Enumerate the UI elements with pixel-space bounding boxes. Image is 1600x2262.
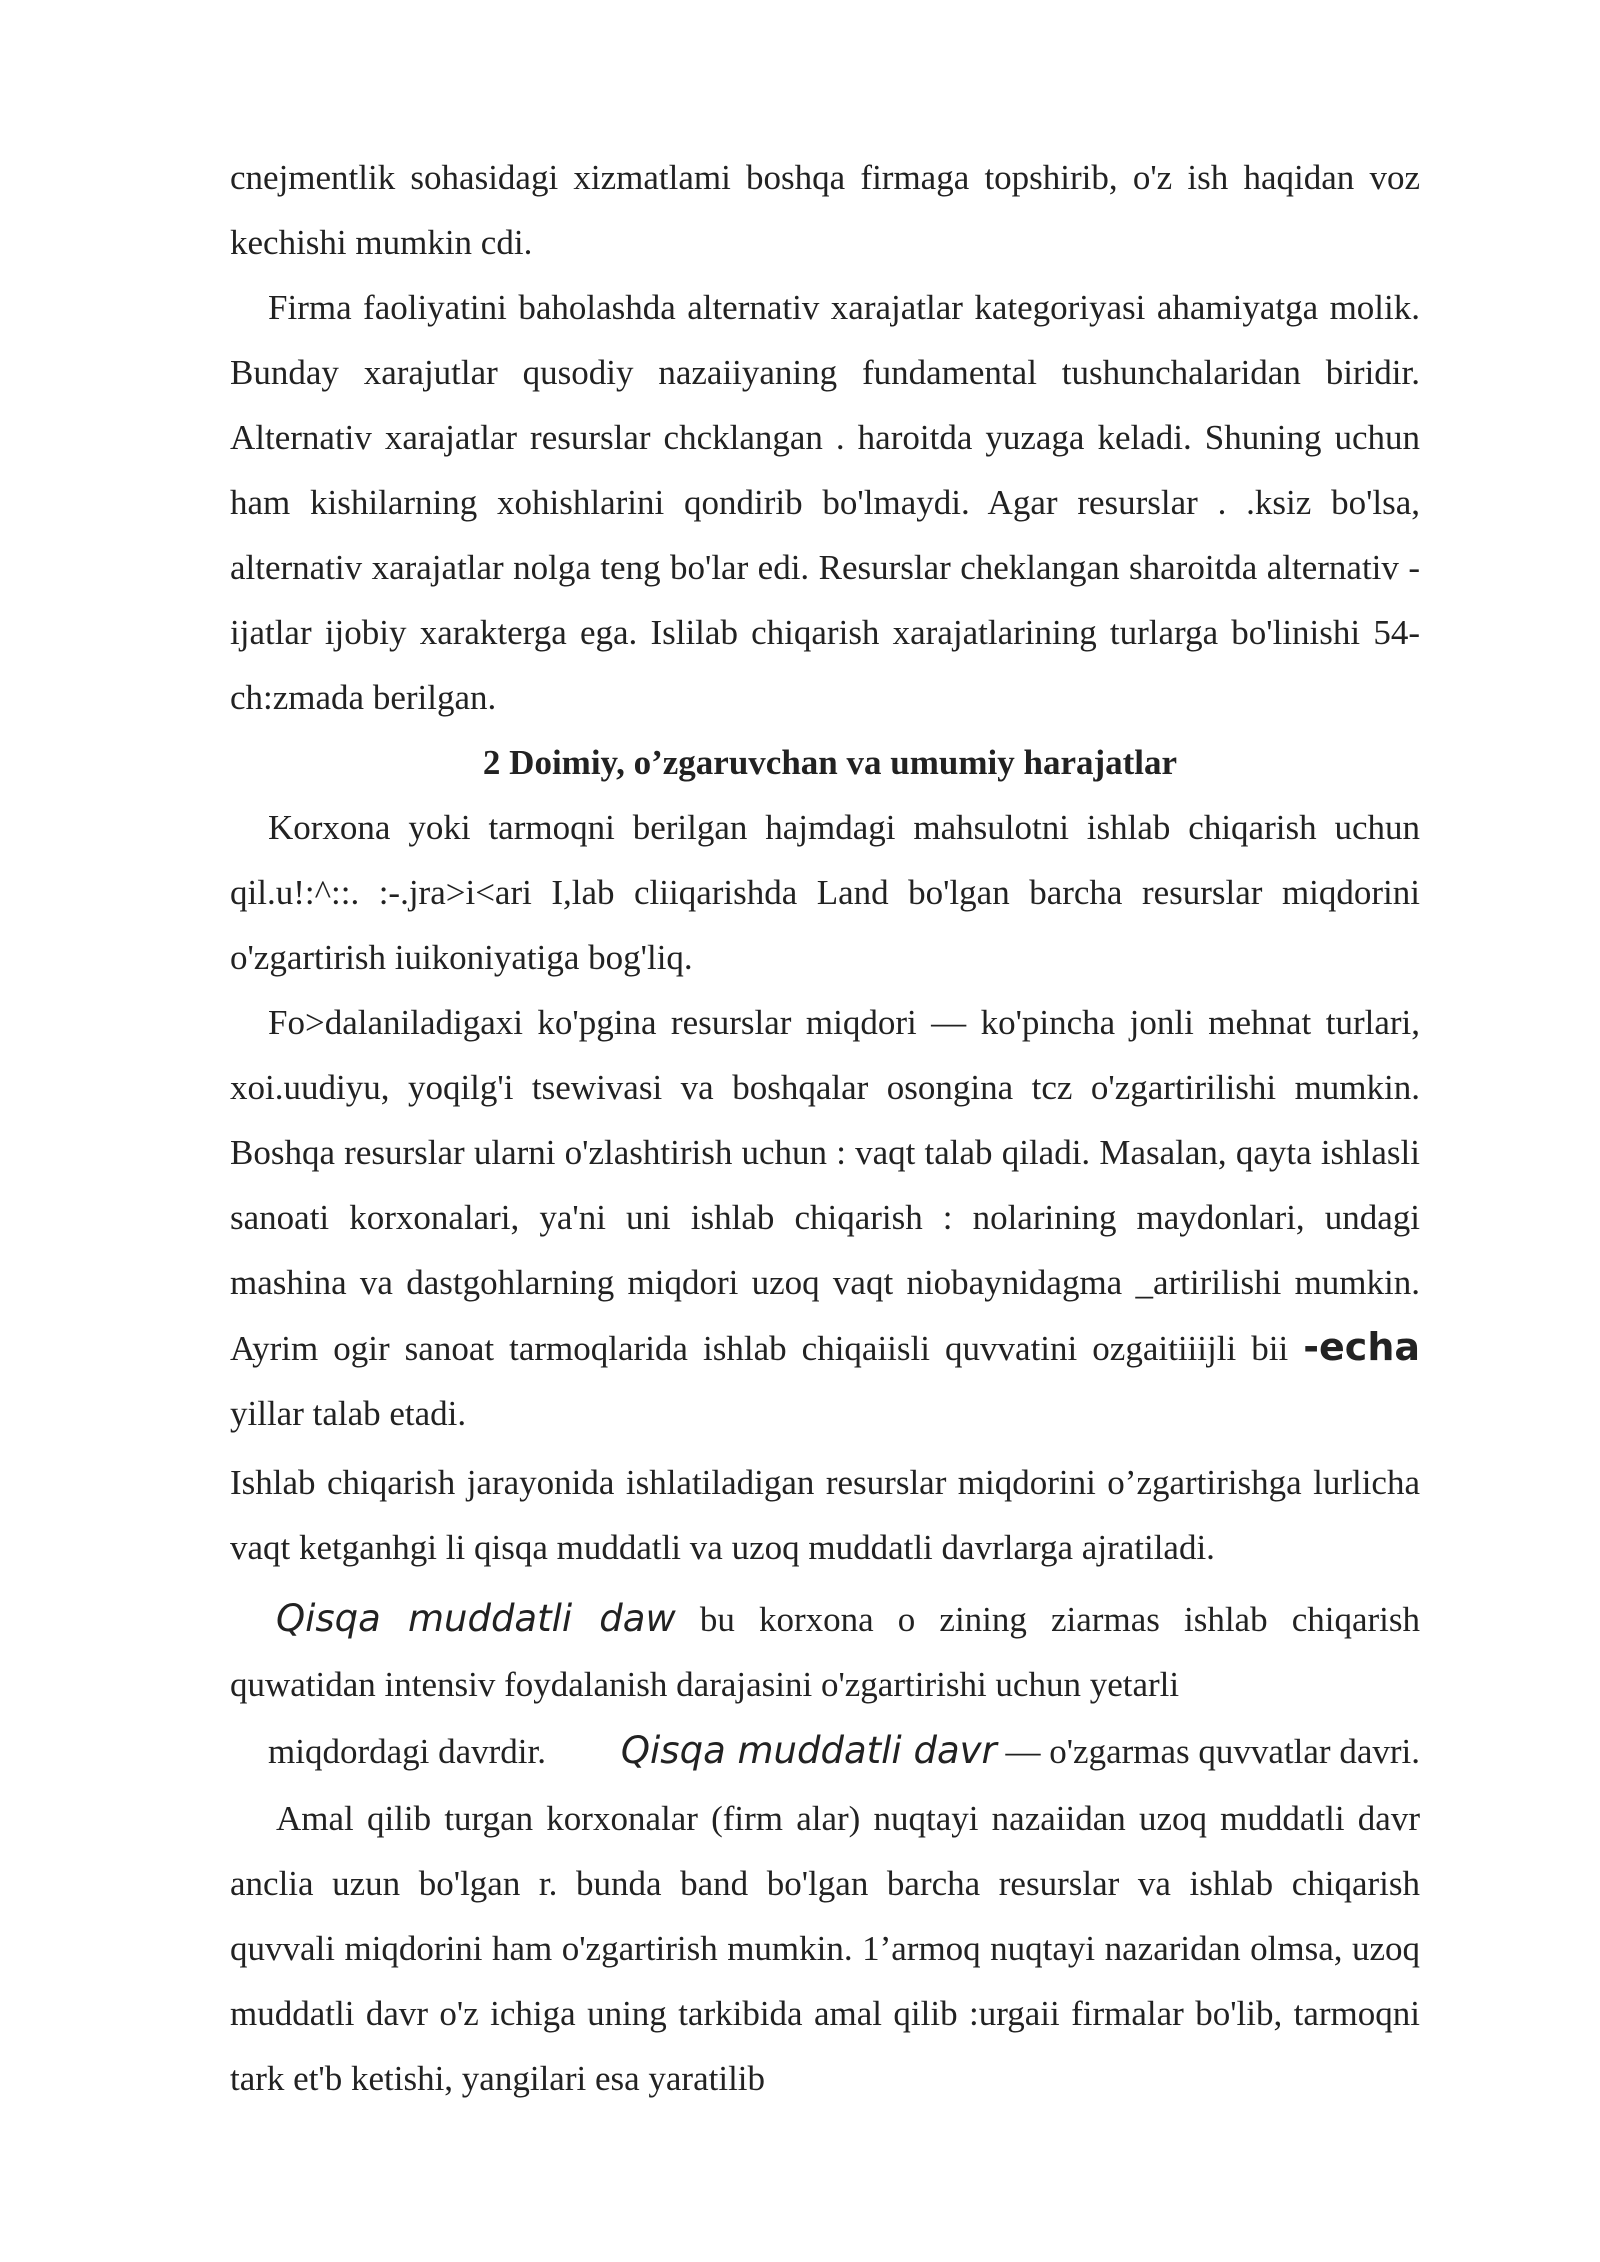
- definition-line-rest: — o'zgarmas quvvatlar davri.: [1005, 1732, 1420, 1771]
- paragraph-2: Firma faoliyatini baholashda alternativ xarajatlar kategoriyasi ahamiyatga molik. Bunday xarajutlar qusodiy nazaiiyaning fundamental tushunchalaridan biridir. Alternativ xarajatlar resurslar chcklangan . haroitda yuzaga keladi. Shuning uchun ham kishilarning xohishlarini qondirib bo'lmaydi. Agar resurslar . .ksiz bo'lsa, alternativ xarajatlar nolga teng bo'lar edi. Resurslar cheklangan sharoitda alternativ -ijatlar ijobiy xarakterga ega. Islilab chiqarish xarajatlarining turlarga bo'linishi 54-ch:zmada berilgan.: [230, 288, 1420, 717]
- term-short-period-2: Qisqa muddatli davr: [620, 1729, 997, 1772]
- paragraph-4-bold: -echa: [1303, 1325, 1421, 1369]
- section-heading: 2 Doimiy, o’zgaruvchan va umumiy harajatlar: [482, 743, 1178, 782]
- paragraph-5: Ishlab chiqarish jarayonida ishlatiladigan resurslar miqdorini o’zgartirishga lurlicha vaqt ketganhgi li qisqa muddatli va uzoq muddatli davrlarga ajratiladi.: [230, 1463, 1420, 1567]
- document-page: [230, 145, 1420, 2111]
- paragraph-6: [230, 1586, 1420, 1717]
- definition-line-right: [621, 1717, 1420, 1786]
- paragraph-4-text: Fo>dalaniladigaxi ko'pgina resurslar miqdori — ko'pincha jonli mehnat turlari, xoi.uudiyu, yoqilg'i tsewivasi va boshqalar osongina tcz o'zgartirilishi mumkin. Boshqa resurslar ularni o'zlashtirish uchun : vaqt talab qiladi. Masalan, qayta ishlasli sanoati korxonalari, ya'ni uni ishlab chiqarish : nolarining maydonlari, undagi mashina va dastgohlarning miqdori uzoq vaqt niobaynidagma _artirilishi mumkin. Ayrim ogir sanoat tarmoqlarida ishlab chiqaiisli quvvatini ozgaitiiijli bii: [230, 1003, 1420, 1368]
- paragraph-8: Amal qilib turgan korxonalar (firm alar) nuqtayi nazaiidan uzoq muddatli davr anclia uzun bo'lgan r. bunda band bo'lgan barcha resurslar va ishlab chiqarish quvvali miqdorini ham o'zgartirish mumkin. 1’armoq nuqtayi nazaridan olmsa, uzoq muddatli davr o'z ichiga uning tarkibida amal qilib :urgaii firmalar bo'lib, tarmoqni tark et'b ketishi, yangilari esa yaratilib: [230, 1799, 1420, 2098]
- paragraph-4: [230, 990, 1420, 1446]
- definition-line: [230, 1717, 1420, 1786]
- paragraph-3: Korxona yoki tarmoqni berilgan hajmdagi mahsulotni ishlab chiqarish uchun qil.u!:^::. :-.jra>i<ari I,lab cliiqarishda Land bo'lgan barcha resurslar miqdorini o'zgartirish iuikoniyatiga bog'liq.: [230, 808, 1420, 977]
- paragraph-6-text: bu korxona o zining ziarmas ishlab chiqarish quwatidan intensiv foydalanish darajasini o'zgartirishi uchun yetarli: [230, 1600, 1420, 1704]
- term-short-period: Qisqa muddatli daw: [276, 1597, 676, 1640]
- definition-line-left: miqdordagi davrdir.: [268, 1732, 547, 1771]
- paragraph-4-end: yillar talab etadi.: [230, 1394, 467, 1433]
- paragraph-1: cnejmentlik sohasidagi xizmatlami boshqa firmaga topshirib, o'z ish haqidan voz kechishi mumkin cdi.: [230, 158, 1420, 262]
